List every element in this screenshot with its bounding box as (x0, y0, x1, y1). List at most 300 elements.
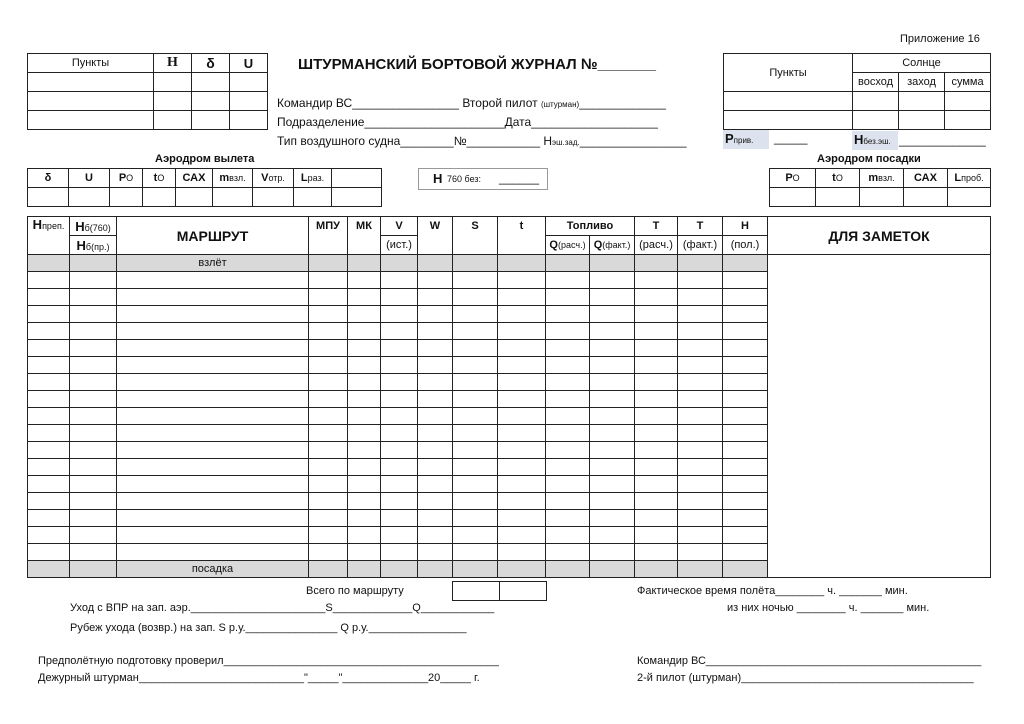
route-cell[interactable] (678, 544, 723, 561)
route-cell[interactable] (453, 323, 498, 340)
route-cell[interactable] (635, 323, 678, 340)
route-cell[interactable] (309, 374, 348, 391)
route-cell[interactable] (309, 459, 348, 476)
route-cell[interactable] (117, 408, 309, 425)
route-cell[interactable] (418, 357, 453, 374)
route-cell[interactable] (28, 476, 70, 493)
route-cell[interactable] (678, 357, 723, 374)
route-cell[interactable] (418, 255, 453, 272)
route-cell[interactable] (70, 425, 117, 442)
route-cell[interactable] (546, 527, 590, 544)
route-cell[interactable] (381, 442, 418, 459)
route-cell[interactable] (309, 442, 348, 459)
route-cell[interactable] (546, 408, 590, 425)
route-cell[interactable] (381, 561, 418, 578)
route-cell[interactable] (348, 459, 381, 476)
route-cell[interactable] (546, 544, 590, 561)
route-cell[interactable] (590, 493, 635, 510)
route-cell[interactable] (723, 510, 768, 527)
route-cell[interactable] (28, 459, 70, 476)
route-cell[interactable] (590, 459, 635, 476)
route-cell[interactable] (590, 510, 635, 527)
route-cell[interactable] (498, 527, 546, 544)
route-cell[interactable] (117, 442, 309, 459)
route-cell[interactable] (678, 323, 723, 340)
route-cell[interactable] (635, 408, 678, 425)
route-cell[interactable] (453, 476, 498, 493)
route-cell[interactable] (498, 510, 546, 527)
route-cell[interactable] (28, 408, 70, 425)
route-cell[interactable] (70, 289, 117, 306)
route-cell[interactable] (309, 255, 348, 272)
route-cell[interactable] (348, 340, 381, 357)
route-cell[interactable] (70, 510, 117, 527)
route-cell[interactable] (590, 527, 635, 544)
route-cell[interactable] (28, 561, 70, 578)
route-cell[interactable] (309, 425, 348, 442)
route-cell[interactable] (418, 408, 453, 425)
delta-cell[interactable] (192, 111, 230, 130)
route-cell[interactable] (70, 561, 117, 578)
sun-points-cell[interactable] (724, 92, 853, 111)
route-cell[interactable] (309, 408, 348, 425)
route-cell[interactable] (309, 289, 348, 306)
route-cell[interactable] (70, 306, 117, 323)
duty-line[interactable]: Дежурный штурман___________________________"_____"______________20_____ г. (38, 672, 480, 684)
route-cell[interactable] (117, 357, 309, 374)
route-cell[interactable] (348, 255, 381, 272)
route-cell[interactable] (590, 289, 635, 306)
route-cell[interactable] (418, 561, 453, 578)
route-cell[interactable] (498, 272, 546, 289)
route-cell[interactable] (635, 340, 678, 357)
route-cell[interactable] (70, 493, 117, 510)
route-cell[interactable] (723, 561, 768, 578)
route-cell[interactable] (381, 289, 418, 306)
route-cell[interactable] (723, 357, 768, 374)
route-cell[interactable] (28, 391, 70, 408)
route-cell[interactable] (70, 255, 117, 272)
route-cell[interactable] (453, 374, 498, 391)
route-cell[interactable] (546, 374, 590, 391)
leave-vpr-line[interactable]: Уход с ВПР на зап. аэр.______________________S_____________Q____________ (70, 602, 495, 614)
route-cell[interactable] (723, 476, 768, 493)
night-time-line[interactable]: из них ночью ________ ч. _______ мин. (727, 602, 930, 614)
route-cell[interactable] (309, 340, 348, 357)
route-cell[interactable] (678, 459, 723, 476)
dep-sax-cell[interactable] (176, 188, 213, 207)
route-cell[interactable] (723, 340, 768, 357)
route-cell[interactable] (117, 289, 309, 306)
land-p0-cell[interactable] (770, 188, 816, 207)
route-cell[interactable] (28, 374, 70, 391)
route-cell[interactable] (723, 544, 768, 561)
route-cell[interactable] (546, 323, 590, 340)
route-cell[interactable] (590, 442, 635, 459)
land-l-cell[interactable] (948, 188, 991, 207)
route-cell[interactable] (418, 544, 453, 561)
route-cell[interactable] (546, 272, 590, 289)
dep-t0-cell[interactable] (143, 188, 176, 207)
route-cell[interactable] (117, 493, 309, 510)
route-cell[interactable] (498, 374, 546, 391)
route-cell[interactable] (309, 493, 348, 510)
route-cell[interactable] (498, 493, 546, 510)
points-cell[interactable] (28, 92, 154, 111)
second-pilot-sign-line[interactable]: 2-й пилот (штурман)______________________________________ (637, 672, 974, 684)
h-cell[interactable] (154, 111, 192, 130)
checked-line[interactable]: Предполётную подготовку проверил_____________________________________________ (38, 655, 499, 667)
route-cell[interactable] (453, 510, 498, 527)
sum-cell[interactable] (945, 92, 991, 111)
route-cell[interactable] (498, 340, 546, 357)
route-cell[interactable] (498, 442, 546, 459)
route-cell[interactable] (635, 544, 678, 561)
route-cell[interactable] (723, 306, 768, 323)
route-cell[interactable] (28, 493, 70, 510)
route-cell[interactable] (546, 391, 590, 408)
route-cell[interactable] (635, 306, 678, 323)
route-cell[interactable] (546, 357, 590, 374)
route-cell[interactable] (498, 561, 546, 578)
route-cell[interactable] (70, 374, 117, 391)
route-cell[interactable] (678, 510, 723, 527)
route-cell[interactable] (348, 561, 381, 578)
route-cell[interactable] (635, 272, 678, 289)
route-cell[interactable] (590, 408, 635, 425)
route-cell[interactable] (453, 408, 498, 425)
route-cell[interactable] (498, 391, 546, 408)
unit-date-line[interactable]: Подразделение_____________________Дата___________________ (277, 115, 658, 129)
route-cell[interactable] (381, 510, 418, 527)
route-cell[interactable] (28, 357, 70, 374)
route-cell[interactable] (70, 442, 117, 459)
route-cell[interactable] (546, 510, 590, 527)
dep-u-cell[interactable] (69, 188, 110, 207)
route-cell[interactable] (117, 374, 309, 391)
route-cell[interactable] (498, 255, 546, 272)
land-m-cell[interactable] (860, 188, 904, 207)
route-cell[interactable] (590, 476, 635, 493)
dep-extra-cell[interactable] (332, 188, 382, 207)
route-cell[interactable] (723, 323, 768, 340)
land-sax-cell[interactable] (904, 188, 948, 207)
turn-line[interactable]: Рубеж ухода (возвр.) на зап. S р.у._______________ Q р.у.________________ (70, 622, 467, 634)
route-cell[interactable] (453, 493, 498, 510)
sunrise-cell[interactable] (853, 92, 899, 111)
total-time-cell[interactable] (453, 582, 500, 601)
route-cell[interactable] (117, 476, 309, 493)
sunset-cell[interactable] (899, 111, 945, 130)
route-cell[interactable] (453, 340, 498, 357)
route-cell[interactable] (723, 289, 768, 306)
route-cell[interactable] (453, 357, 498, 374)
route-cell[interactable] (498, 357, 546, 374)
route-cell[interactable] (590, 425, 635, 442)
route-cell[interactable] (590, 255, 635, 272)
route-cell[interactable] (635, 425, 678, 442)
route-cell[interactable] (28, 289, 70, 306)
route-cell[interactable] (498, 323, 546, 340)
route-cell[interactable] (117, 527, 309, 544)
route-cell[interactable] (723, 442, 768, 459)
route-cell[interactable] (546, 476, 590, 493)
route-cell[interactable] (70, 357, 117, 374)
route-cell[interactable] (590, 340, 635, 357)
route-cell[interactable] (117, 272, 309, 289)
route-cell[interactable] (381, 340, 418, 357)
p-priv-line[interactable]: _____ (774, 131, 808, 145)
route-cell[interactable] (453, 306, 498, 323)
u-cell[interactable] (230, 73, 268, 92)
route-cell[interactable] (453, 425, 498, 442)
route-cell[interactable] (453, 391, 498, 408)
route-cell[interactable] (381, 323, 418, 340)
route-cell[interactable] (348, 357, 381, 374)
route-cell[interactable] (418, 289, 453, 306)
route-cell[interactable] (635, 459, 678, 476)
route-cell[interactable] (678, 561, 723, 578)
route-cell[interactable] (28, 306, 70, 323)
route-cell[interactable] (309, 391, 348, 408)
route-cell[interactable] (590, 306, 635, 323)
actual-time-line[interactable]: Фактическое время полёта________ ч. _______ мин. (637, 585, 908, 597)
land-t0-cell[interactable] (816, 188, 860, 207)
route-cell[interactable] (70, 323, 117, 340)
route-cell[interactable] (723, 408, 768, 425)
route-cell[interactable] (498, 408, 546, 425)
u-cell[interactable] (230, 111, 268, 130)
route-cell[interactable] (28, 527, 70, 544)
route-cell[interactable] (678, 408, 723, 425)
route-cell[interactable] (70, 391, 117, 408)
route-cell[interactable] (498, 476, 546, 493)
route-cell[interactable] (498, 289, 546, 306)
route-cell[interactable] (590, 391, 635, 408)
route-cell[interactable] (309, 544, 348, 561)
route-cell[interactable] (418, 272, 453, 289)
dep-m-cell[interactable] (213, 188, 253, 207)
route-cell[interactable] (590, 323, 635, 340)
route-cell[interactable] (70, 459, 117, 476)
route-cell[interactable] (28, 255, 70, 272)
route-cell[interactable] (635, 289, 678, 306)
route-cell[interactable] (418, 476, 453, 493)
route-cell[interactable] (418, 442, 453, 459)
h-cell[interactable] (154, 92, 192, 111)
route-cell[interactable] (635, 510, 678, 527)
route-cell[interactable] (453, 527, 498, 544)
route-cell[interactable] (70, 408, 117, 425)
route-cell[interactable] (348, 510, 381, 527)
points-cell[interactable] (28, 111, 154, 130)
route-cell[interactable] (309, 272, 348, 289)
route-cell[interactable] (635, 493, 678, 510)
sun-points-cell[interactable] (724, 111, 853, 130)
route-cell[interactable] (381, 544, 418, 561)
route-cell[interactable] (381, 306, 418, 323)
route-cell[interactable] (348, 408, 381, 425)
route-cell[interactable] (590, 544, 635, 561)
route-cell[interactable] (381, 527, 418, 544)
route-cell[interactable] (590, 374, 635, 391)
route-cell[interactable] (498, 459, 546, 476)
route-cell[interactable] (381, 425, 418, 442)
route-cell[interactable] (28, 425, 70, 442)
route-cell[interactable] (309, 323, 348, 340)
route-cell[interactable] (723, 374, 768, 391)
route-cell[interactable] (418, 374, 453, 391)
route-cell[interactable] (635, 561, 678, 578)
route-cell[interactable] (418, 527, 453, 544)
route-cell[interactable] (678, 374, 723, 391)
route-cell[interactable] (590, 357, 635, 374)
route-cell[interactable] (381, 374, 418, 391)
sum-cell[interactable] (945, 111, 991, 130)
route-cell[interactable] (418, 459, 453, 476)
h760-box[interactable] (418, 168, 548, 190)
route-cell[interactable] (117, 340, 309, 357)
route-cell[interactable] (381, 476, 418, 493)
route-cell[interactable] (309, 357, 348, 374)
route-cell[interactable] (381, 357, 418, 374)
total-fuel-cell[interactable] (500, 582, 547, 601)
route-cell[interactable] (723, 272, 768, 289)
route-cell[interactable] (348, 323, 381, 340)
route-cell[interactable] (546, 306, 590, 323)
route-cell[interactable] (678, 527, 723, 544)
route-cell[interactable] (723, 391, 768, 408)
route-cell[interactable] (635, 476, 678, 493)
route-cell[interactable] (70, 340, 117, 357)
route-cell[interactable] (381, 493, 418, 510)
route-cell[interactable] (117, 391, 309, 408)
h-bez-esh-line[interactable]: _____________ (899, 133, 986, 147)
route-cell[interactable] (678, 391, 723, 408)
route-cell[interactable] (453, 255, 498, 272)
sunrise-cell[interactable] (853, 111, 899, 130)
route-cell[interactable] (453, 289, 498, 306)
route-cell[interactable] (348, 493, 381, 510)
route-cell[interactable] (635, 391, 678, 408)
route-cell[interactable] (635, 357, 678, 374)
route-cell[interactable] (723, 527, 768, 544)
notes-area[interactable] (768, 255, 991, 578)
commander-sign-line[interactable]: Командир ВС_____________________________________________ (637, 655, 982, 667)
route-cell[interactable] (381, 459, 418, 476)
route-cell[interactable] (723, 425, 768, 442)
route-cell[interactable] (117, 323, 309, 340)
route-cell[interactable] (546, 459, 590, 476)
route-cell[interactable] (546, 340, 590, 357)
route-cell[interactable] (70, 544, 117, 561)
route-cell[interactable] (418, 493, 453, 510)
route-cell[interactable] (678, 306, 723, 323)
route-cell[interactable] (418, 425, 453, 442)
route-cell[interactable] (28, 544, 70, 561)
route-cell[interactable] (348, 527, 381, 544)
route-cell[interactable] (590, 561, 635, 578)
route-cell[interactable] (381, 255, 418, 272)
route-cell[interactable] (418, 391, 453, 408)
route-cell[interactable] (498, 544, 546, 561)
dep-l-cell[interactable] (294, 188, 332, 207)
route-cell[interactable] (678, 493, 723, 510)
route-cell[interactable] (309, 561, 348, 578)
route-cell[interactable] (678, 425, 723, 442)
route-cell[interactable] (381, 408, 418, 425)
route-cell[interactable] (348, 272, 381, 289)
route-cell[interactable] (70, 476, 117, 493)
route-cell[interactable] (70, 527, 117, 544)
route-cell[interactable] (678, 272, 723, 289)
route-cell[interactable] (453, 272, 498, 289)
route-cell[interactable] (28, 323, 70, 340)
delta-cell[interactable] (192, 92, 230, 111)
route-cell[interactable] (309, 306, 348, 323)
route-cell[interactable] (453, 544, 498, 561)
route-cell[interactable] (453, 442, 498, 459)
route-cell[interactable] (28, 510, 70, 527)
route-cell[interactable] (635, 374, 678, 391)
route-cell[interactable] (678, 476, 723, 493)
route-cell[interactable] (678, 255, 723, 272)
h-cell[interactable] (154, 73, 192, 92)
route-cell[interactable] (418, 510, 453, 527)
route-cell[interactable] (117, 459, 309, 476)
route-cell[interactable] (28, 340, 70, 357)
route-cell[interactable] (498, 306, 546, 323)
route-cell[interactable] (28, 442, 70, 459)
route-cell[interactable] (348, 425, 381, 442)
route-cell[interactable] (723, 493, 768, 510)
sunset-cell[interactable] (899, 92, 945, 111)
route-cell[interactable] (723, 459, 768, 476)
route-cell[interactable] (546, 425, 590, 442)
route-cell[interactable] (418, 340, 453, 357)
route-cell[interactable] (117, 306, 309, 323)
route-cell[interactable] (309, 476, 348, 493)
route-cell[interactable] (418, 323, 453, 340)
dep-delta-cell[interactable] (28, 188, 69, 207)
route-cell[interactable] (453, 561, 498, 578)
route-cell[interactable] (348, 391, 381, 408)
route-cell[interactable] (348, 306, 381, 323)
delta-cell[interactable] (192, 73, 230, 92)
route-cell[interactable] (678, 340, 723, 357)
route-cell[interactable] (348, 289, 381, 306)
route-cell[interactable] (381, 391, 418, 408)
route-cell[interactable] (348, 442, 381, 459)
route-cell[interactable] (348, 374, 381, 391)
route-cell[interactable] (28, 272, 70, 289)
route-cell[interactable] (546, 442, 590, 459)
route-cell[interactable] (381, 272, 418, 289)
route-cell[interactable] (635, 255, 678, 272)
aircraft-line[interactable] (277, 134, 687, 148)
route-cell[interactable] (635, 442, 678, 459)
route-cell[interactable] (117, 510, 309, 527)
route-cell[interactable] (309, 510, 348, 527)
route-cell[interactable] (546, 493, 590, 510)
route-cell[interactable] (590, 272, 635, 289)
commander-line[interactable] (277, 96, 666, 110)
route-cell[interactable] (453, 459, 498, 476)
u-cell[interactable] (230, 92, 268, 111)
points-cell[interactable] (28, 73, 154, 92)
route-cell[interactable] (117, 425, 309, 442)
route-cell[interactable] (635, 527, 678, 544)
